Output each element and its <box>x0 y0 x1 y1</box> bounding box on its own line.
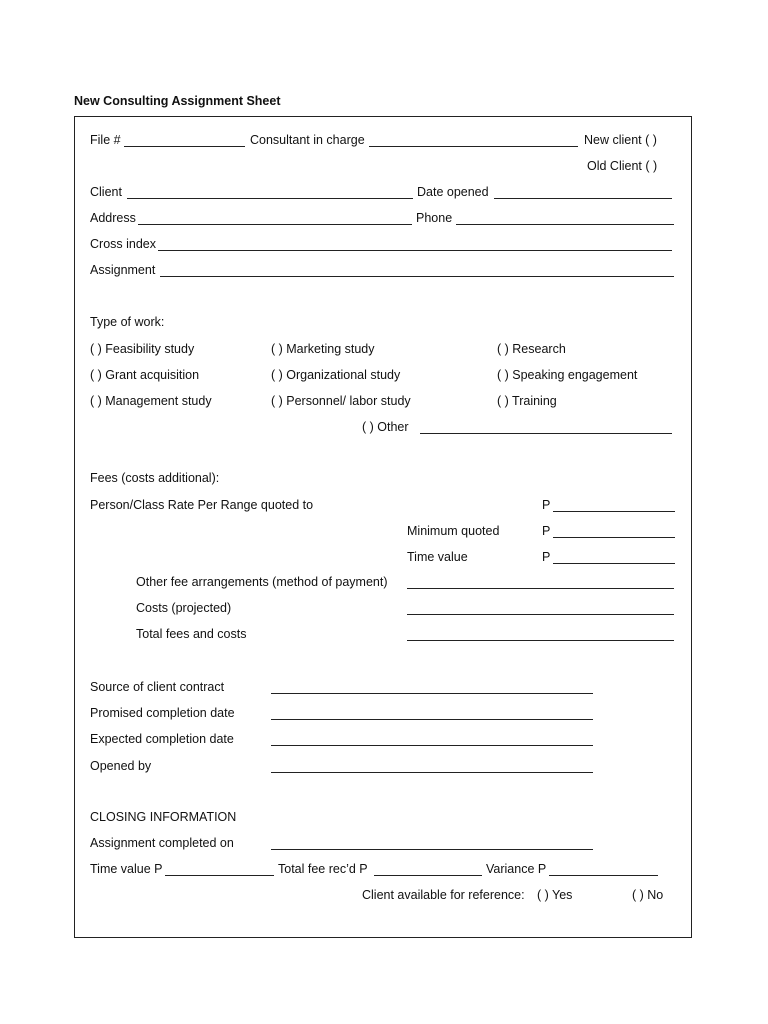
assignment-label: Assignment <box>90 263 156 277</box>
other-fee-field[interactable] <box>407 588 674 589</box>
p-label: P <box>542 524 551 538</box>
other-work-field[interactable] <box>420 433 672 434</box>
date-opened-label: Date opened <box>417 185 489 199</box>
address-label: Address <box>90 211 136 225</box>
closing-heading: CLOSING INFORMATION <box>90 810 237 824</box>
old-client-checkbox[interactable]: Old Client ( ) <box>587 159 658 173</box>
address-field[interactable] <box>138 224 412 225</box>
work-type-option[interactable]: ( ) Marketing study <box>271 342 375 356</box>
minimum-quoted-field[interactable] <box>553 537 675 538</box>
work-type-option[interactable]: ( ) Speaking engagement <box>497 368 638 382</box>
variance-label: Variance P <box>486 862 547 876</box>
expected-date-label: Expected completion date <box>90 732 234 746</box>
new-client-checkbox[interactable]: New client ( ) <box>584 133 657 147</box>
costs-projected-label: Costs (projected) <box>136 601 232 615</box>
total-fee-recd-field[interactable] <box>374 875 482 876</box>
consultant-field[interactable] <box>369 146 578 147</box>
total-fee-recd-label: Total fee rec’d P <box>278 862 368 876</box>
opened-by-label: Opened by <box>90 759 152 773</box>
time-value-p-field[interactable] <box>165 875 274 876</box>
p-label: P <box>542 498 551 512</box>
phone-field[interactable] <box>456 224 674 225</box>
p-label: P <box>542 550 551 564</box>
phone-label: Phone <box>416 211 453 225</box>
work-type-option[interactable]: ( ) Personnel/ labor study <box>271 394 411 408</box>
promised-date-field[interactable] <box>271 719 593 720</box>
work-type-option[interactable]: ( ) Grant acquisition <box>90 368 200 382</box>
opened-by-field[interactable] <box>271 772 593 773</box>
completed-on-label: Assignment completed on <box>90 836 234 850</box>
source-field[interactable] <box>271 693 593 694</box>
assignment-field[interactable] <box>160 276 674 277</box>
reference-yes-checkbox[interactable]: ( ) Yes <box>537 888 573 902</box>
work-type-option[interactable]: ( ) Feasibility study <box>90 342 195 356</box>
date-opened-field[interactable] <box>494 198 672 199</box>
cross-index-field[interactable] <box>158 250 672 251</box>
time-value-label: Time value <box>407 550 468 564</box>
completed-on-field[interactable] <box>271 849 593 850</box>
costs-projected-field[interactable] <box>407 614 674 615</box>
consultant-label: Consultant in charge <box>250 133 365 147</box>
other-fee-label: Other fee arrangements (method of payment) <box>136 575 388 589</box>
time-value-p-label: Time value P <box>90 862 163 876</box>
total-fees-label: Total fees and costs <box>136 627 247 641</box>
minimum-quoted-label: Minimum quoted <box>407 524 500 538</box>
client-field[interactable] <box>127 198 413 199</box>
work-type-option[interactable]: ( ) Organizational study <box>271 368 401 382</box>
client-label: Client <box>90 185 122 199</box>
promised-date-label: Promised completion date <box>90 706 235 720</box>
expected-date-field[interactable] <box>271 745 593 746</box>
variance-field[interactable] <box>549 875 658 876</box>
time-value-field[interactable] <box>553 563 675 564</box>
work-type-other[interactable]: ( ) Other <box>362 420 409 434</box>
work-type-option[interactable]: ( ) Training <box>497 394 557 408</box>
fees-heading: Fees (costs additional): <box>90 471 220 485</box>
rate-label: Person/Class Rate Per Range quoted to <box>90 498 314 512</box>
total-fees-field[interactable] <box>407 640 674 641</box>
work-type-option[interactable]: ( ) Research <box>497 342 566 356</box>
reference-label: Client available for reference: <box>362 888 525 902</box>
file-number-label: File # <box>90 133 121 147</box>
type-of-work-heading: Type of work: <box>90 315 165 329</box>
work-type-option[interactable]: ( ) Management study <box>90 394 212 408</box>
file-number-field[interactable] <box>124 146 245 147</box>
source-label: Source of client contract <box>90 680 225 694</box>
page-title: New Consulting Assignment Sheet <box>74 94 281 108</box>
rate-field[interactable] <box>553 511 675 512</box>
cross-index-label: Cross index <box>90 237 156 251</box>
reference-no-checkbox[interactable]: ( ) No <box>632 888 664 902</box>
